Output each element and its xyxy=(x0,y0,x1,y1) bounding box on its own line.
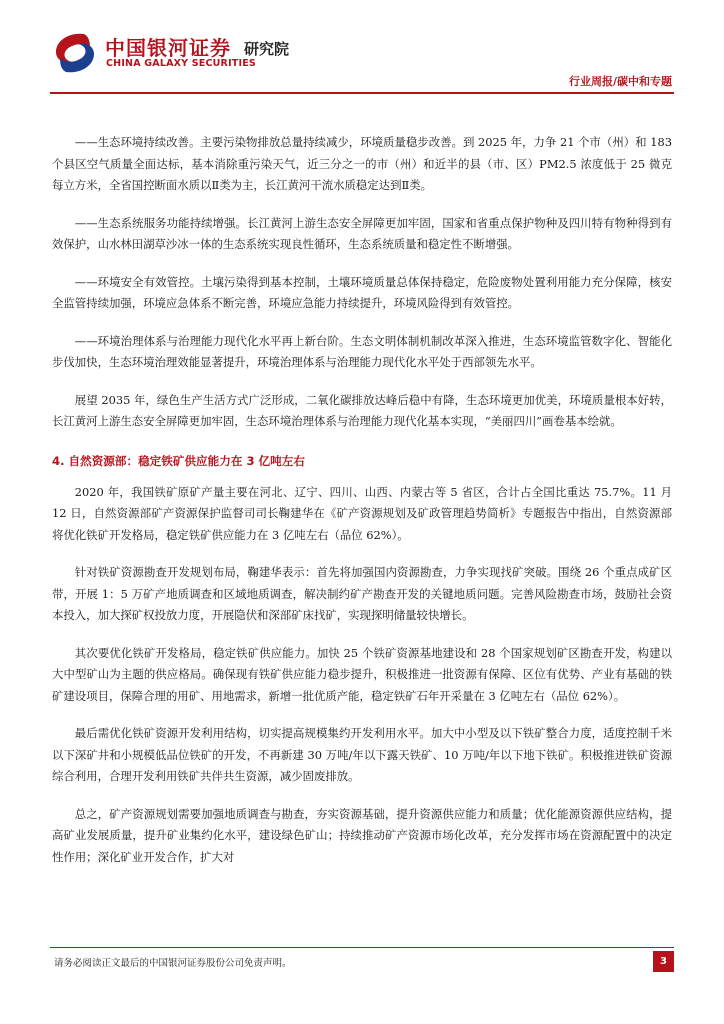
body-paragraph: ——生态环境持续改善。主要污染物排放总量持续减少，环境质量稳步改善。到 2025 年，力争 21 个市（州）和 183 个县区空气质量全面达标，基本消除重污染天气，近三分之一的市（州）和近半的县（市、区）PM2.5 浓度低于 25 微克每立方米，全省国控断面水质以Ⅱ类为主，长江黄河干流水质稳定达到Ⅱ类。 xyxy=(52,135,672,192)
disclaimer-text: 请务必阅读正文最后的中国银河证券股份公司免责声明。 xyxy=(54,958,292,969)
report-type-label: 行业周报/碳中和专题 xyxy=(568,75,672,88)
body-paragraph: 针对铁矿资源勘查开发规划布局，鞠建华表示：首先将加强国内资源勘查，力争实现找矿突破。围绕 26 个重点成矿区带，开展 1：5 万矿产地质调查和区域地质调查，解决制约矿产勘查开发的关键地质问题。完善风险勘查市场，鼓励社会资本投入，加大探矿权投放力度，开展隐伏和深部矿床找矿，实现探明储量较快增长。 xyxy=(52,565,672,622)
report-body xyxy=(52,132,672,868)
body-paragraph: 展望 2035 年，绿色生产生活方式广泛形成，二氧化碳排放达峰后稳中有降，生态环境更加优美，环境质量根本好转，长江黄河上游生态安全屏障更加牢固，生态环境治理体系与治理能力现代化基本实现，“美丽四川”画卷基本绘就。 xyxy=(52,392,672,428)
section-heading: 4. 自然资源部：稳定铁矿供应能力在 3 亿吨左右 xyxy=(52,453,305,468)
body-paragraph: ——环境治理体系与治理能力现代化水平再上新台阶。生态文明体制机制改革深入推进，生态环境监管数字化、智能化步伐加快，生态环境治理效能显著提升，环境治理体系与治理能力现代化水平处于西部领先水平。 xyxy=(52,333,672,369)
body-paragraph: 最后需优化铁矿资源开发利用结构，切实提高规模集约开发利用水平。加大中小型及以下铁矿整合力度，适度控制千米以下深矿井和小规模低品位铁矿的开发，不再新建 30 万吨/年以下露天铁矿、10 万吨/年以下地下铁矿。积极推进铁矿资源综合利用，合理开发利用铁矿共伴共生资源，减少固废排放。 xyxy=(52,726,672,783)
company-logo-english: CHINA GALAXY SECURITIES xyxy=(106,58,256,69)
page-number: 3 xyxy=(653,951,674,972)
page-header xyxy=(0,0,724,100)
body-paragraph: 2020 年，我国铁矿原矿产量主要在河北、辽宁、四川、山西、内蒙古等 5 省区，合计占全国比重达 75.7%。11 月 12 日，自然资源部矿产资源保护监督司司长鞠建华在《矿产资源规划及矿政管理趋势简析》专题报告中指出，自然资源部将优化铁矿开发格局，稳定铁矿供应能力在 3 亿吨左右（品位 62%）。 xyxy=(52,484,672,542)
body-paragraph: 其次要优化铁矿开发格局，稳定铁矿供应能力。加快 25 个铁矿资源基地建设和 28 个国家规划矿区勘查开发，构建以大中型矿山为主题的供应格局。确保现有铁矿供应能力稳步提升，积极推进一批资源有保障、区位有优势、产业有基础的铁矿建设项目，保障合理的用矿、用地需求，新增一批优质产能，稳定铁矿石年开采量在 3 亿吨左右（品位 62%）。 xyxy=(52,645,672,703)
galaxy-logo-icon xyxy=(50,30,100,76)
body-paragraph: ——环境安全有效管控。土壤污染得到基本控制，土壤环境质量总体保持稳定，危险废物处置利用能力充分保障，核安全监管持续加强，环境应急体系不断完善，环境应急能力持续提升，环境风险得到有效管控。 xyxy=(52,274,672,310)
institute-label: 研究院 xyxy=(244,40,290,58)
body-paragraph: ——生态系统服务功能持续增强。长江黄河上游生态安全屏障更加牢固，国家和省重点保护物种及四川特有物种得到有效保护，山水林田湖草沙冰一体的生态系统实现良性循环，生态系统质量和稳定性不断增强。 xyxy=(52,215,672,251)
header-divider xyxy=(50,92,674,94)
footer-divider xyxy=(50,947,674,948)
body-paragraph: 总之，矿产资源规划需要加强地质调查与勘查，夯实资源基础，提升资源供应能力和质量；优化能源资源供应结构，提高矿业发展质量，提升矿业集约化水平，建设绿色矿山；持续推动矿产资源市场化改革，充分发挥市场在资源配置中的决定性作用；深化矿业开发合作，扩大对 xyxy=(52,806,672,864)
company-logo-text: 中国银河证券 xyxy=(105,36,231,60)
